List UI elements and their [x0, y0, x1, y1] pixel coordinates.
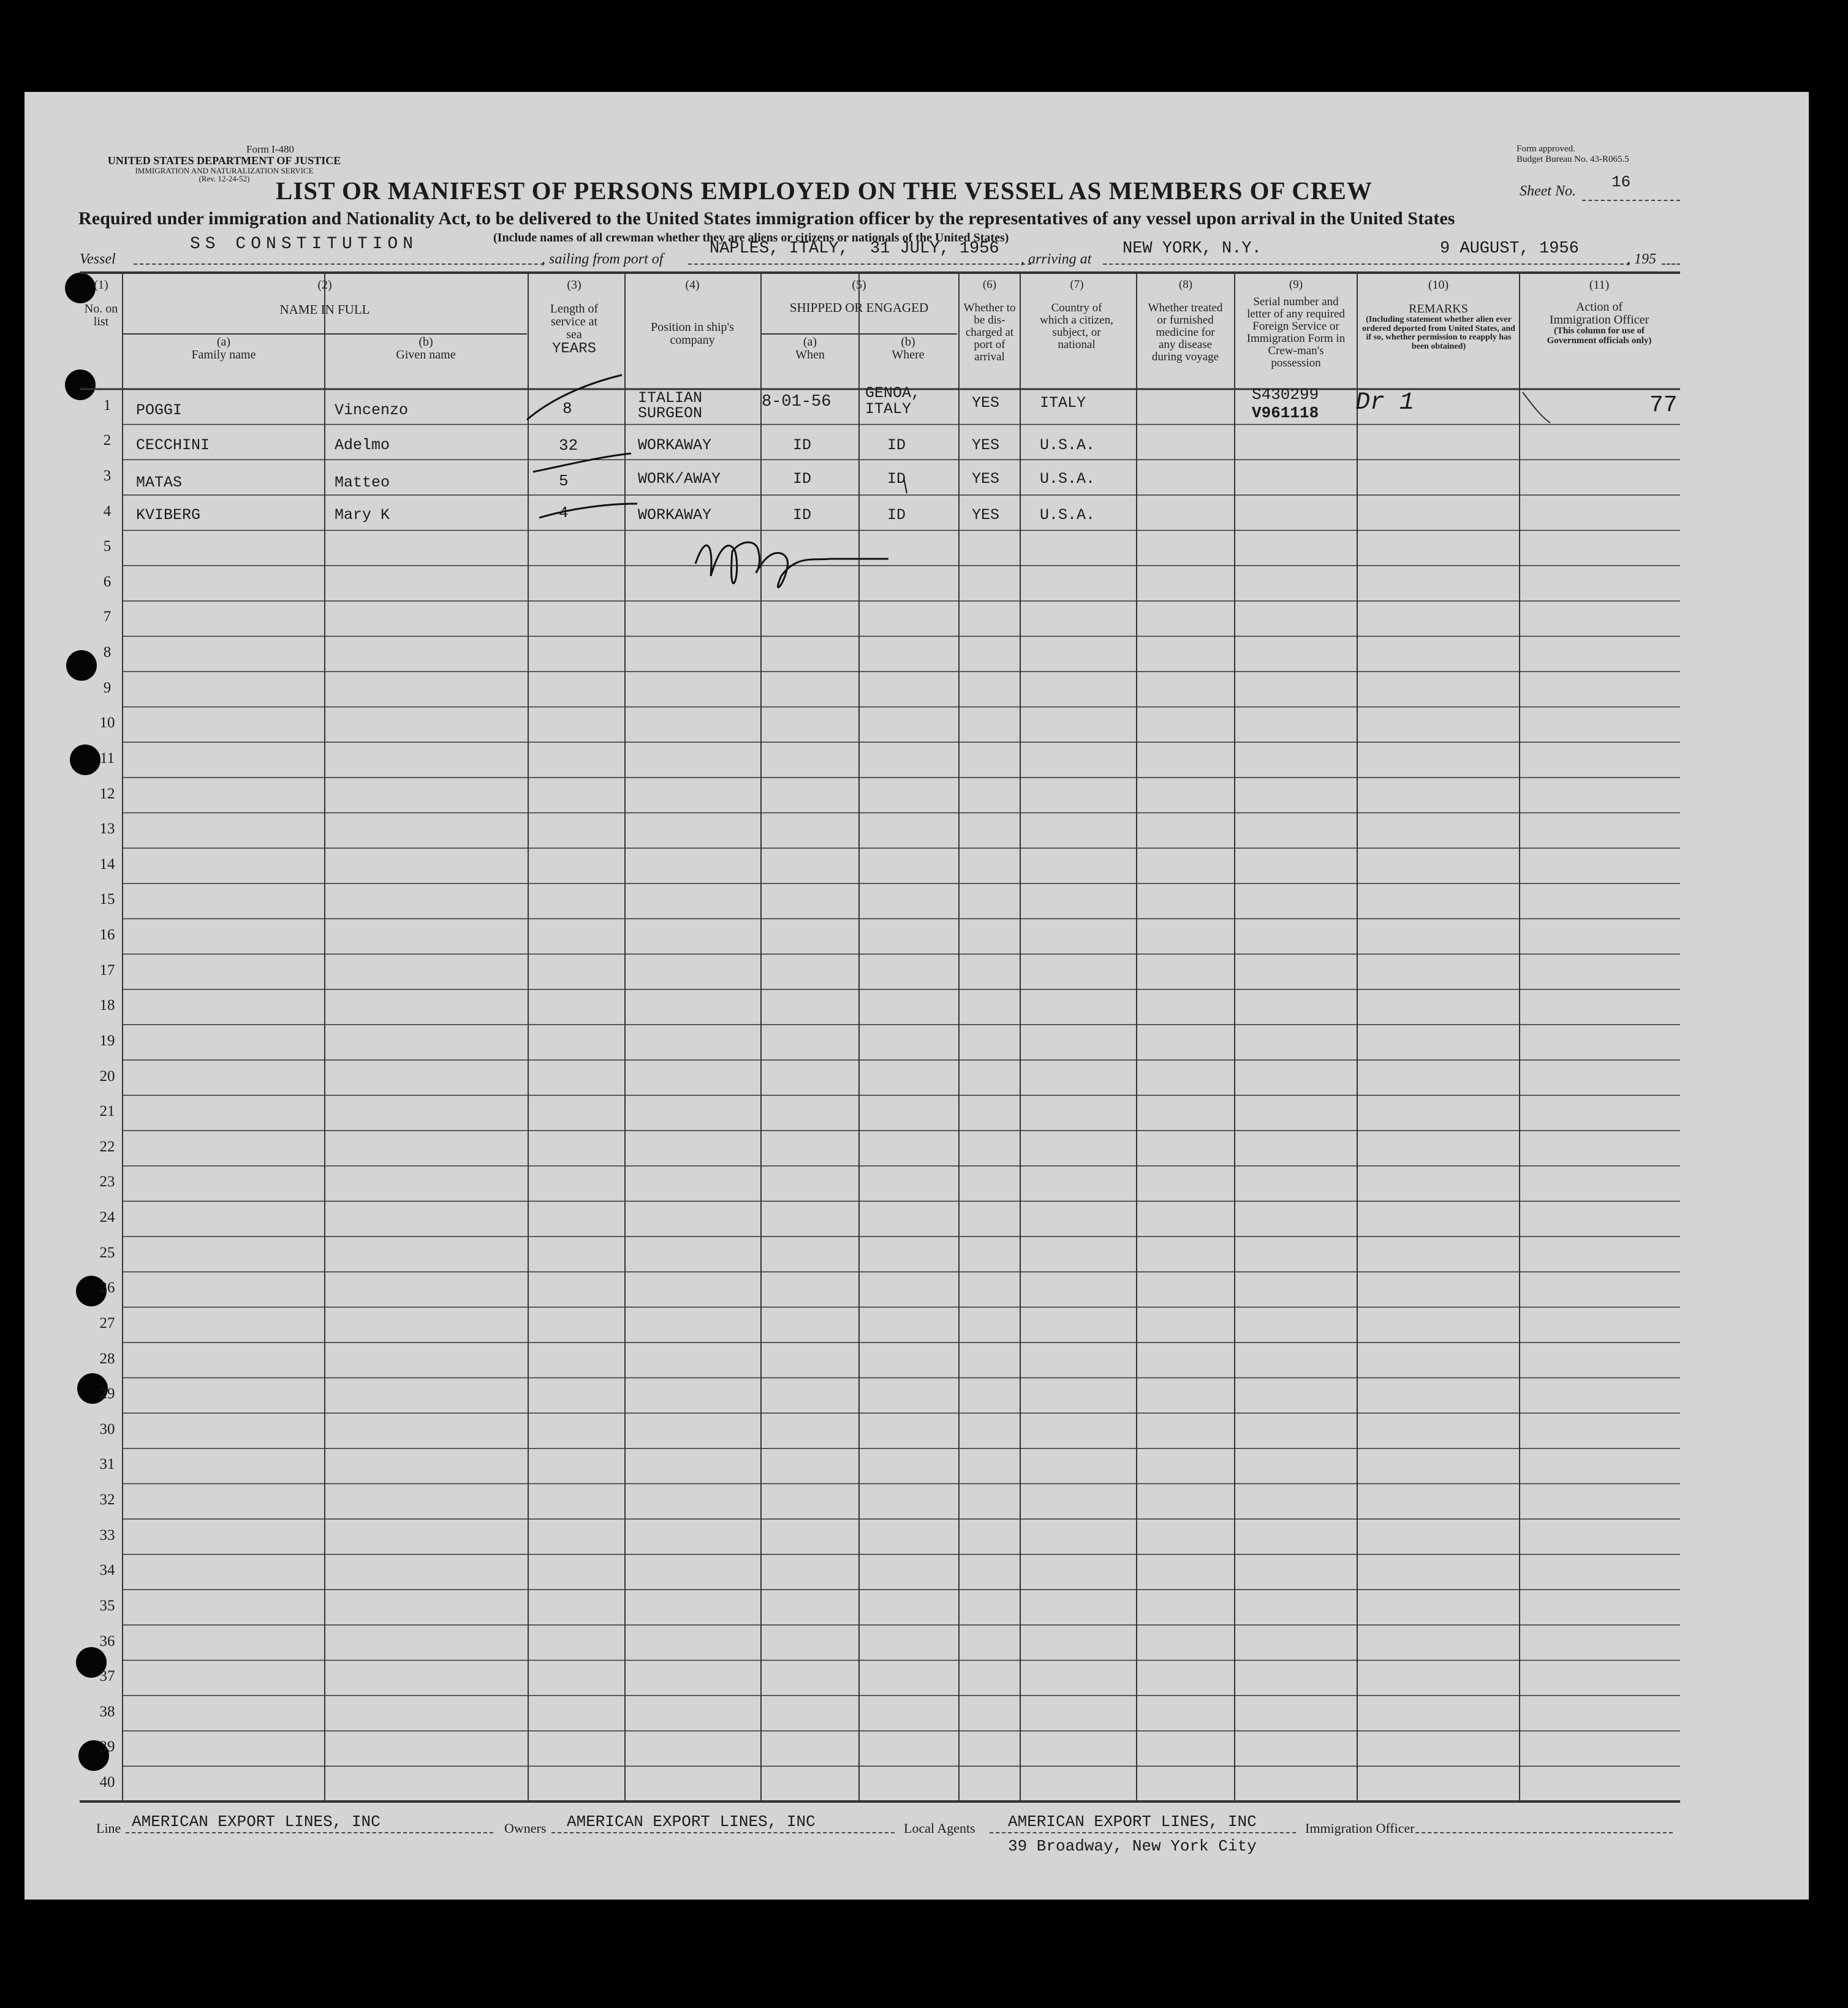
row-number: 34	[99, 1562, 115, 1579]
budget-number: Budget Bureau No. 43-R065.5	[1517, 154, 1629, 164]
country: U.S.A.	[1040, 506, 1096, 524]
row-number: 28	[99, 1350, 115, 1367]
row-number: 23	[99, 1173, 115, 1191]
row-number: 36	[99, 1632, 115, 1650]
row-number: 19	[99, 1032, 115, 1049]
row-number: 8	[103, 644, 112, 661]
header-col-2: (2) NAME IN FULL	[279, 278, 370, 317]
country: ITALY	[1040, 394, 1086, 412]
position: WORKAWAY	[638, 506, 712, 524]
shipped-where: GENOA, ITALY	[865, 384, 921, 419]
row-number: 16	[99, 926, 115, 944]
row-number: 38	[99, 1703, 115, 1720]
local-agents-name: AMERICAN EXPORT LINES, INC	[1008, 1813, 1257, 1831]
immigration-officer-label: Immigration Officer	[1305, 1820, 1415, 1836]
row-number: 5	[103, 538, 112, 555]
shipped-where: ID	[887, 470, 906, 488]
header-col-11: (11) Action of Immigration Officer (This column for use of Government officials only)	[1547, 278, 1652, 346]
years-at-sea: 5	[559, 472, 569, 490]
header-col-3: (3) Length of service at sea YEARS	[550, 278, 599, 357]
discharged: YES	[972, 436, 1000, 454]
sheet-number: 16	[1611, 173, 1631, 191]
year-suffix: , 195	[1627, 251, 1656, 267]
discharged: YES	[972, 470, 1000, 488]
departure-port: NAPLES, ITALY,	[710, 240, 849, 258]
line-label: Line	[96, 1820, 121, 1836]
row-number: 31	[99, 1456, 115, 1473]
row-number: 24	[99, 1209, 115, 1226]
row-number: 11	[99, 749, 115, 767]
vessel-name: SS CONSTITUTION	[190, 235, 418, 254]
row-number: 20	[99, 1067, 115, 1085]
shipped-when: ID	[793, 470, 812, 488]
discharged: YES	[972, 506, 1000, 524]
discharged: YES	[972, 394, 1000, 412]
row-number: 26	[99, 1279, 115, 1297]
header-col-10: (10) REMARKS (Including statement whether alien ever ordered deported from United States, and if so, whether permission to reapply has been obtained)	[1362, 278, 1515, 352]
header-col-4: (4) Position in ship's company	[651, 278, 734, 347]
owners-label: Owners	[504, 1820, 547, 1836]
row-number: 33	[99, 1526, 115, 1544]
subtitle: Required under immigration and Nationality Act, to be delivered to the United States immigration officer by the representatives of any vessel upon arrival in the United States	[78, 208, 1455, 229]
row-number: 37	[99, 1668, 115, 1685]
row-number: 2	[103, 432, 112, 449]
shipped-where: ID	[887, 436, 906, 454]
header-col-8: (8) Whether treated or furnished medicine for any disease during voyage	[1148, 278, 1223, 363]
family-name: CECCHINI	[136, 436, 210, 454]
departure-date: 31 JULY, 1956	[870, 240, 999, 258]
family-name: KVIBERG	[136, 506, 201, 524]
given-name: Vincenzo	[335, 401, 409, 419]
sailing-label: , sailing from port of	[542, 251, 664, 267]
given-name: Mary K	[335, 506, 390, 524]
arriving-label: , arriving at	[1021, 251, 1092, 267]
row-number: 35	[99, 1597, 115, 1614]
row-number: 39	[99, 1738, 115, 1756]
approval-text: Form approved.	[1517, 144, 1575, 154]
family-name: MATAS	[136, 474, 183, 491]
row-number: 3	[103, 467, 112, 484]
country: U.S.A.	[1040, 470, 1096, 488]
officer-action: 77	[1649, 392, 1678, 419]
row-number: 29	[99, 1385, 115, 1403]
arrival-port: NEW YORK, N.Y.	[1123, 240, 1262, 258]
position: WORK/AWAY	[638, 470, 721, 488]
given-name: Matteo	[335, 474, 390, 491]
header-col-5: (5) SHIPPED OR ENGAGED	[789, 278, 929, 315]
row-number: 25	[99, 1244, 115, 1261]
country: U.S.A.	[1040, 436, 1096, 454]
years-at-sea: 4	[559, 504, 569, 522]
shipped-where: ID	[887, 506, 906, 524]
form-number: Form I-480	[246, 143, 294, 155]
header-col-6: (6) Whether to be dis-charged at port of arrival	[963, 278, 1016, 363]
page-title: LIST OR MANIFEST OF PERSONS EMPLOYED ON THE VESSEL AS MEMBERS OF CREW	[276, 176, 1373, 205]
header-col-7: (7) Country of which a citizen, subject, or national	[1040, 278, 1113, 351]
line-name: AMERICAN EXPORT LINES, INC	[132, 1813, 381, 1831]
position: ITALIAN SURGEON	[638, 389, 703, 422]
sheet-label: Sheet No.	[1520, 183, 1576, 199]
shipped-when: ID	[793, 436, 812, 454]
row-number: 22	[99, 1138, 115, 1155]
remarks: Dr 1	[1355, 389, 1415, 417]
inclusion-note: (Include names of all crewman whether they are aliens or citizens or nationals of the United States)	[493, 231, 1009, 244]
agents-address: 39 Broadway, New York City	[1008, 1837, 1257, 1855]
row-number: 13	[99, 820, 115, 838]
header-where: (b) Where	[892, 335, 925, 362]
row-number: 7	[103, 608, 112, 626]
arrival-date: 9 AUGUST, 1956	[1440, 240, 1579, 258]
row-number: 21	[99, 1103, 115, 1120]
given-name: Adelmo	[335, 436, 390, 454]
row-number: 6	[103, 573, 112, 590]
row-number: 4	[103, 502, 112, 520]
header-when: (a) When	[795, 335, 825, 362]
years-at-sea: 32	[559, 436, 578, 455]
row-number: 10	[99, 714, 115, 732]
header-given-name: (b) Given name	[396, 335, 456, 362]
row-number: 32	[99, 1491, 115, 1509]
row-number: 1	[103, 396, 112, 414]
row-number: 14	[99, 855, 115, 873]
row-number: 30	[99, 1420, 115, 1438]
service-name: IMMIGRATION AND NATURALIZATION SERVICE	[135, 165, 314, 175]
row-number: 18	[99, 997, 115, 1014]
vessel-label: Vessel	[80, 251, 116, 267]
local-agents-label: Local Agents	[904, 1820, 975, 1836]
serial-number: S430299 V961118	[1252, 385, 1319, 422]
row-number: 17	[99, 961, 115, 979]
family-name: POGGI	[136, 401, 183, 419]
header-col-9: (9) Serial number and letter of any required Foreign Service or Immigration Form in Crew-man's possession	[1246, 278, 1346, 369]
owners-name: AMERICAN EXPORT LINES, INC	[567, 1813, 816, 1831]
department-name: UNITED STATES DEPARTMENT OF JUSTICE	[107, 154, 341, 167]
row-number: 40	[99, 1774, 115, 1791]
revision-date: (Rev. 12-24-52)	[199, 174, 250, 184]
row-number: 12	[99, 785, 115, 802]
header-family-name: (a) Family name	[191, 335, 256, 362]
row-number: 15	[99, 891, 115, 908]
shipped-when: 8-01-56	[762, 393, 831, 411]
shipped-when: ID	[793, 506, 812, 524]
position: WORKAWAY	[638, 436, 712, 454]
row-number: 27	[99, 1314, 115, 1332]
years-at-sea: 8	[562, 400, 572, 418]
row-number: 9	[103, 679, 112, 696]
header-col-1: (1) No. on list	[84, 278, 118, 328]
